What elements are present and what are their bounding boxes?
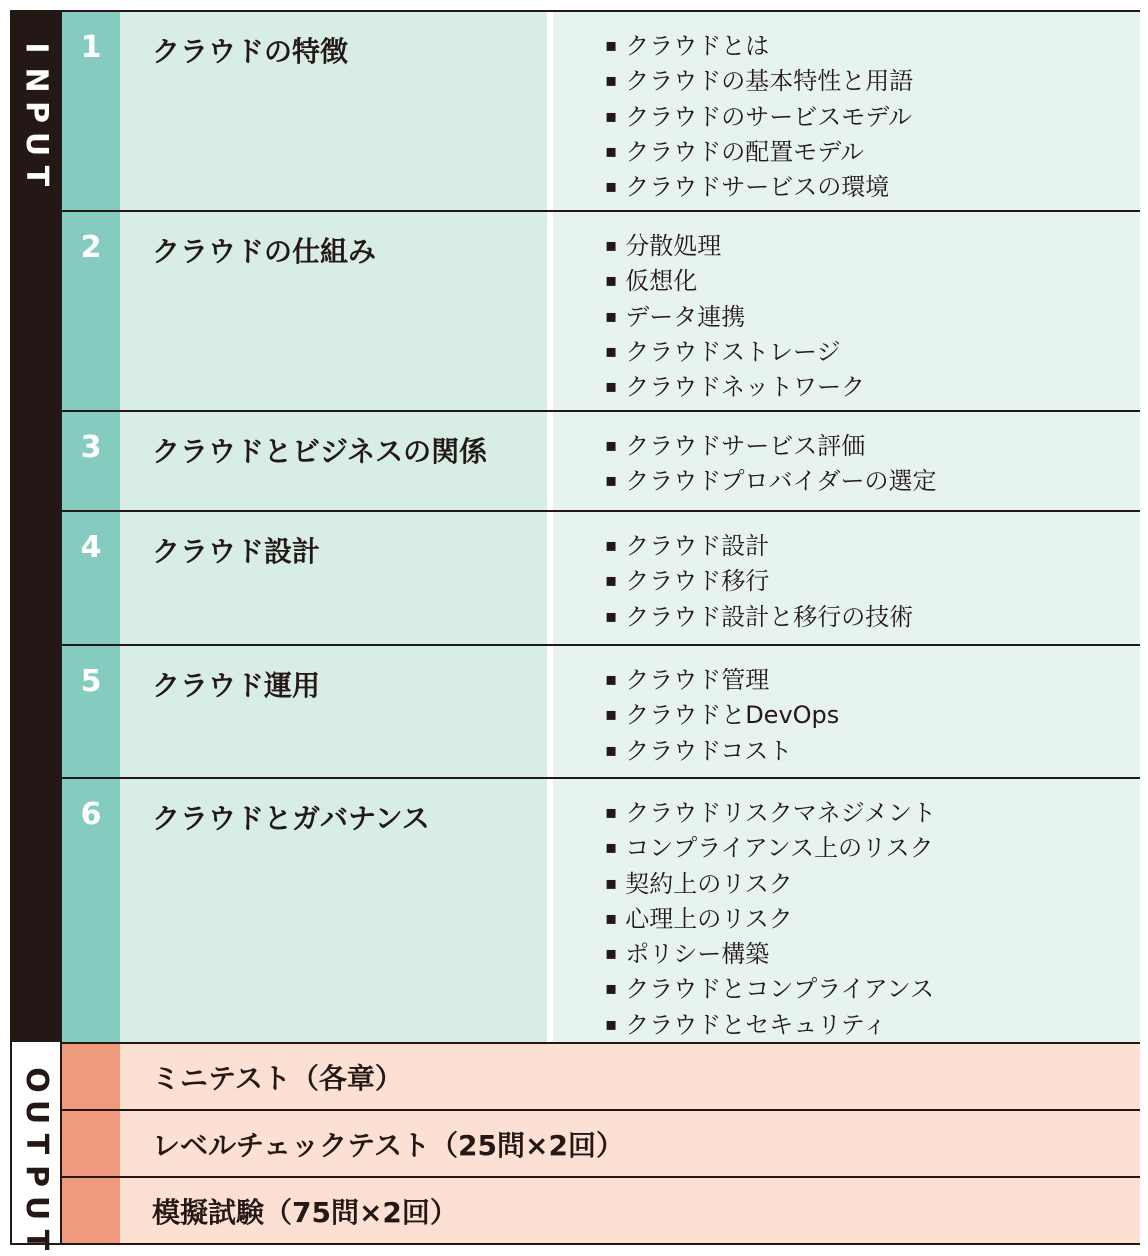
topic-item: ▪ クラウドプロバイダーの選定: [605, 465, 936, 500]
chapter-row: [62, 510, 1140, 644]
input-side-label: [10, 10, 62, 1042]
output-label: O U T P U T: [18, 1067, 54, 1251]
output-cell: [120, 1044, 1140, 1109]
chapter-title-cell: [120, 212, 550, 410]
topic-item: ▪ クラウドネットワーク: [605, 371, 865, 406]
input-label: I N P U T: [18, 42, 54, 187]
topic-item: ▪ 仮想化: [605, 265, 865, 300]
topic-item: ▪ クラウド移行: [605, 565, 913, 600]
output-cell: [120, 1111, 1140, 1176]
output-side-label: [10, 1042, 62, 1251]
topic-item: ▪ クラウドの基本特性と用語: [605, 65, 913, 100]
topic-item: ▪ クラウド設計: [605, 530, 913, 565]
chapter-topics-cell: [553, 646, 1140, 777]
output-bar: [62, 1044, 120, 1109]
chapter-row: [62, 210, 1140, 410]
topic-item: ▪ クラウドとは: [605, 30, 913, 65]
chapter-title: クラウドの特徴: [152, 35, 349, 68]
topic-item: ▪ クラウドコスト: [605, 735, 839, 770]
chapter-row: [62, 10, 1140, 210]
chapter-title: クラウドとビジネスの関係: [152, 435, 488, 468]
chapter-row: [62, 644, 1140, 777]
output-title: ミニテスト（各章）: [152, 1061, 403, 1095]
topic-item: ▪ クラウドサービスの環境: [605, 171, 913, 206]
output-row: [62, 1044, 1140, 1111]
chapter-title: クラウド設計: [152, 535, 321, 568]
topic-item: ▪ クラウドの配置モデル: [605, 136, 913, 171]
topic-item: ▪ クラウドストレージ: [605, 336, 865, 371]
chapter-title-cell: [120, 646, 550, 777]
topic-item: ▪ 心理上のリスク: [605, 903, 936, 938]
chapter-title-cell: [120, 12, 550, 210]
output-cell: [120, 1178, 1140, 1243]
chapter-topics-cell: [553, 212, 1140, 410]
topic-item: ▪ コンプライアンス上のリスク: [605, 832, 936, 867]
topic-item: ▪ クラウドとコンプライアンス: [605, 973, 936, 1008]
curriculum-table: [10, 10, 1140, 1251]
topic-item: ▪ 契約上のリスク: [605, 868, 936, 903]
output-row: [62, 1178, 1140, 1245]
chapter-number: 2: [62, 212, 120, 410]
chapter-title-cell: [120, 412, 550, 510]
chapter-topics-cell: [553, 512, 1140, 644]
output-bar: [62, 1111, 120, 1176]
chapter-topics-cell: [553, 779, 1140, 1042]
topic-item: ▪ ポリシー構築: [605, 938, 936, 973]
chapter-number: 6: [62, 779, 120, 1042]
topic-item: ▪ 分散処理: [605, 230, 865, 265]
topic-item: ▪ クラウドのサービスモデル: [605, 101, 913, 136]
topic-list: [605, 230, 865, 406]
chapter-topics-cell: [553, 412, 1140, 510]
chapter-number: 3: [62, 412, 120, 510]
topic-list: [605, 797, 936, 1044]
topic-item: ▪ クラウドサービス評価: [605, 430, 936, 465]
topic-item: ▪ クラウド設計と移行の技術: [605, 601, 913, 636]
topic-item: ▪ データ連携: [605, 301, 865, 336]
topic-list: [605, 30, 913, 206]
chapter-topics-cell: [553, 12, 1140, 210]
output-bar: [62, 1178, 120, 1243]
output-row: [62, 1111, 1140, 1178]
topic-list: [605, 430, 936, 501]
output-title: 模擬試験（75問×2回）: [152, 1195, 458, 1229]
chapter-row: [62, 410, 1140, 510]
chapter-title: クラウドとガバナンス: [152, 802, 430, 835]
chapter-row: [62, 777, 1140, 1044]
chapter-number: 4: [62, 512, 120, 644]
topic-list: [605, 530, 913, 636]
topic-item: ▪ クラウド管理: [605, 664, 839, 699]
output-title: レベルチェックテスト（25問×2回）: [152, 1128, 624, 1162]
topic-item: ▪ クラウドとDevOps: [605, 699, 839, 734]
topic-item: ▪ クラウドリスクマネジメント: [605, 797, 936, 832]
topic-list: [605, 664, 839, 770]
chapter-number: 5: [62, 646, 120, 777]
chapter-title-cell: [120, 779, 550, 1042]
chapter-title-cell: [120, 512, 550, 644]
chapter-title: クラウドの仕組み: [152, 235, 377, 268]
topic-item: ▪ クラウドとセキュリティ: [605, 1009, 936, 1044]
chapter-number: 1: [62, 12, 120, 210]
chapter-title: クラウド運用: [152, 669, 321, 702]
